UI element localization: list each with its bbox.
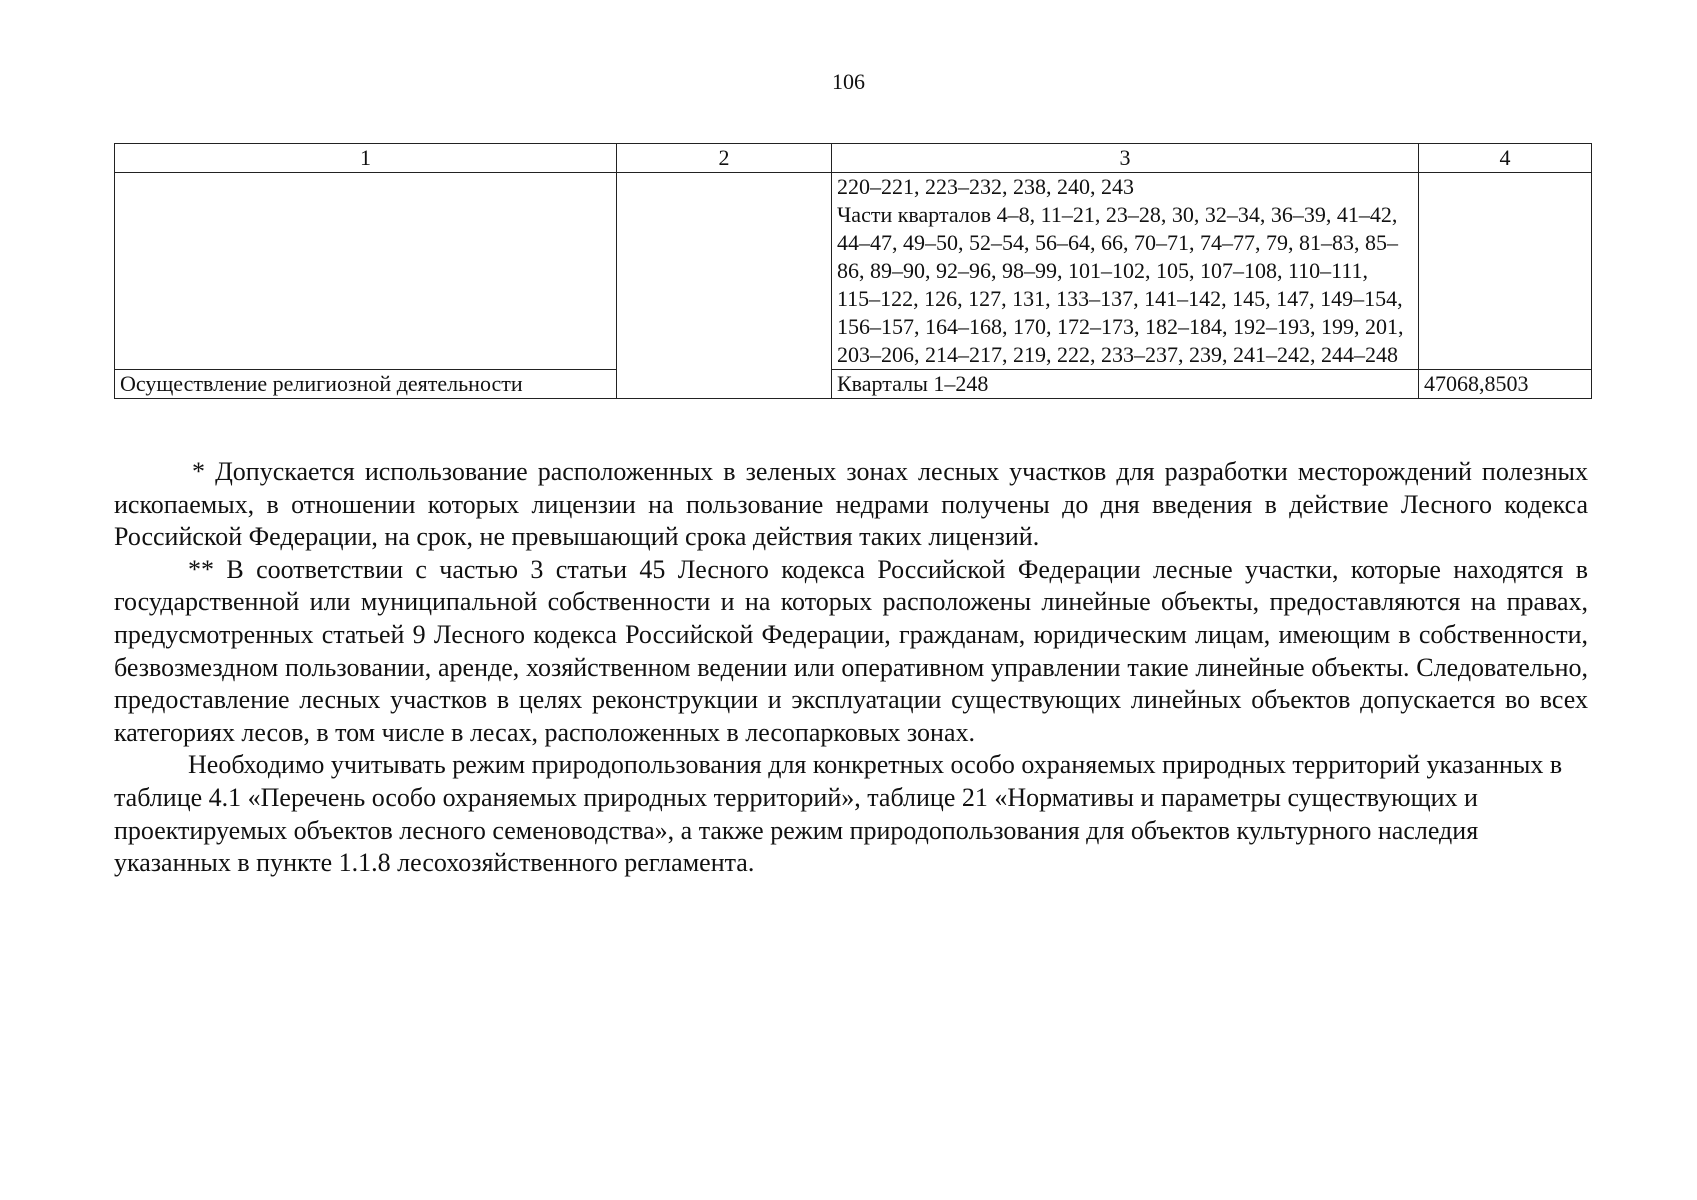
forestry-cell-merged xyxy=(617,173,832,399)
footnotes-section xyxy=(114,456,1588,880)
activity-cell-empty xyxy=(115,173,617,370)
area-cell: 47068,8503 xyxy=(1419,370,1592,399)
column-header-4: 4 xyxy=(1419,144,1592,173)
table-row xyxy=(115,370,1592,399)
table-header-row xyxy=(115,144,1592,173)
quarters-cell: 220–221, 223–232, 238, 240, 243 Части кварталов 4–8, 11–21, 23–28, 30, 32–34, 36–39, 41–42, 44–47, 49–50, 52–54, 56–64, 66, 70–71, 74–77, 79, 81–83, 85–86, 89–90, 92–96, 98–99, 101–102, 105, 107–108, 110–111, 115–122, 126, 127, 131, 133–137, 141–142, 145, 147, 149–154, 156–157, 164–168, 170, 172–173, 182–184, 192–193, 199, 201, 203–206, 214–217, 219, 222, 233–237, 239, 241–242, 244–248 xyxy=(832,173,1419,370)
column-header-3: 3 xyxy=(832,144,1419,173)
footnote-2: ** В соответствии с частью 3 статьи 45 Лесного кодекса Российской Федерации лесные участки, которые находятся в государственной или муниципальной собственности и на которых расположены линейные объекты, предоставляются на правах, предусмотренных статьей 9 Лесного кодекса Российской Федерации, гражданам, юридическим лицам, имеющим в собственности, безвозмездном пользовании, аренде, хозяйственном ведении или оперативном управлении такие линейные объекты. Следовательно, предоставление лесных участков в целях реконструкции и эксплуатации существующих линейных объектов допускается во всех категориях лесов, в том числе в лесах, расположенных в лесопарковых зонах. xyxy=(114,554,1588,747)
footnote-1: * Допускается использование расположенных в зеленых зонах лесных участков для разработки месторождений полезных ископаемых, в отношении которых лицензии на пользование недрами получены до дня введения в действие Лесного кодекса Российской Федерации, на срок, не превышающий срока действия таких лицензий. xyxy=(114,457,1588,552)
area-cell-empty xyxy=(1419,173,1592,370)
column-header-2: 2 xyxy=(617,144,832,173)
forest-use-table xyxy=(114,143,1592,399)
column-header-1: 1 xyxy=(115,144,617,173)
quarters-cell: Кварталы 1–248 xyxy=(832,370,1419,399)
activity-cell: Осуществление религиозной деятельности xyxy=(115,370,617,399)
table-row xyxy=(115,173,1592,370)
regime-note: Необходимо учитывать режим природопользования для конкретных особо охраняемых природных территорий указанных в таблице 4.1 «Перечень особо охраняемых природных территорий», таблице 21 «Нормативы и параметры существующих и проектируемых объектов лесного семеноводства», а также режим природопользования для объектов культурного наследия указанных в пункте 1.1.8 лесохозяйственного регламента. xyxy=(114,750,1563,878)
page-number: 106 xyxy=(832,69,865,94)
